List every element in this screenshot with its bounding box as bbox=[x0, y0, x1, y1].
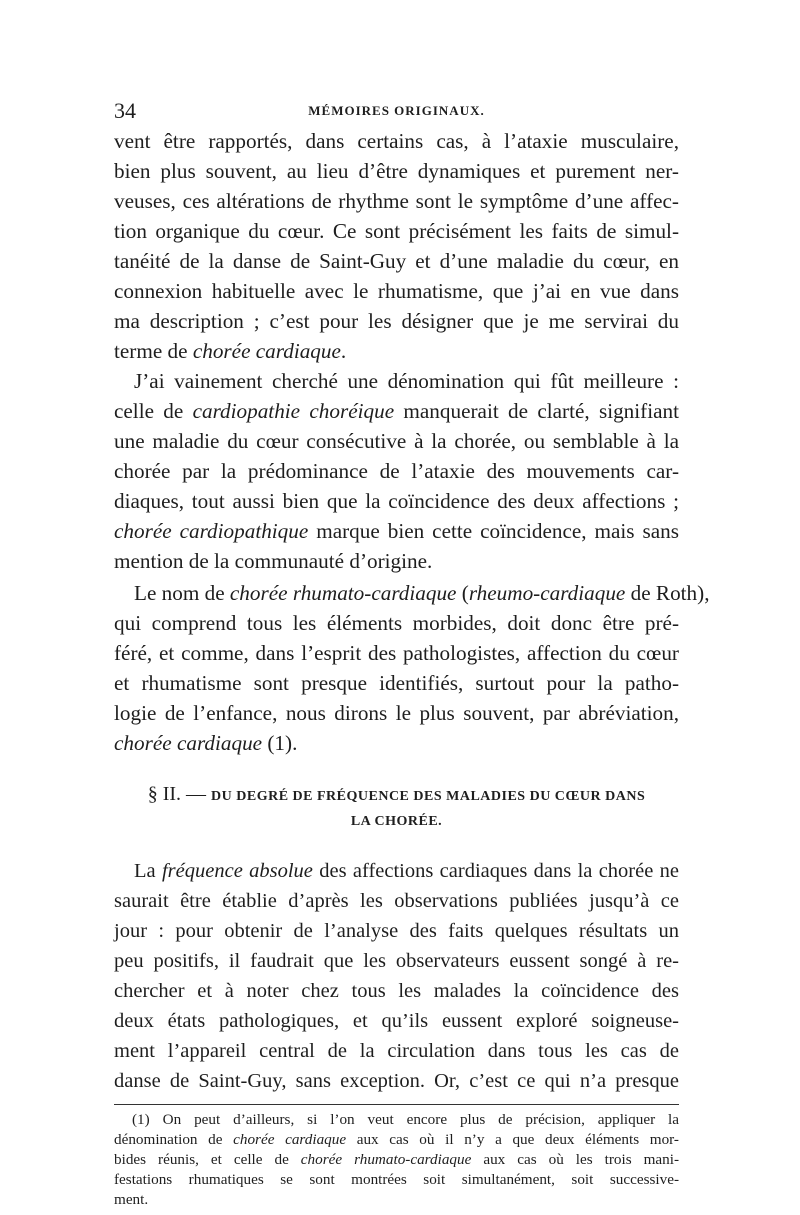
text-line: connexion habituelle avec le rhumatisme, que j’ai en vue dans bbox=[114, 279, 679, 303]
italic-term: chorée cardiaque bbox=[192, 339, 341, 363]
text-line bbox=[114, 516, 679, 546]
footnote-line bbox=[114, 1130, 679, 1150]
text-line: diaques, tout aussi bien que la coïncidence des deux affections ; bbox=[114, 489, 679, 513]
text-line: deux états pathologiques, et qu’ils eussent exploré soigneuse- bbox=[114, 1010, 679, 1032]
page-number: 34 bbox=[114, 98, 136, 123]
text-line bbox=[114, 396, 679, 426]
italic-term: chorée cardiaque bbox=[233, 1131, 347, 1148]
text-line: bien plus souvent, au lieu d’être dynamiques et purement ner- bbox=[114, 159, 679, 183]
text-line: danse de Saint-Guy, sans exception. Or, c’est ce qui n’a presque bbox=[114, 1070, 679, 1092]
text-fragment: aux cas où il n’y a que deux éléments mor- bbox=[346, 1131, 679, 1148]
italic-term: chorée cardiaque bbox=[114, 731, 263, 755]
text-line: saurait être établie d’après les observations publiées jusqu’à ce bbox=[114, 890, 679, 912]
text-fragment: manquerait de clarté, signifiant bbox=[394, 399, 679, 423]
text-fragment: aux cas où les trois mani- bbox=[471, 1151, 680, 1168]
text-line: chercher et à noter chez tous les malades la coïncidence des bbox=[114, 980, 679, 1002]
text-fragment: des affections cardiaques dans la chorée ne bbox=[312, 860, 680, 882]
text-fragment: bides réunis, et celle de bbox=[114, 1151, 301, 1168]
footnote-line bbox=[114, 1150, 679, 1170]
text-fragment: terme de bbox=[114, 339, 193, 363]
section-title: DU DEGRÉ DE FRÉQUENCE DES MALADIES DU CŒUR DANS bbox=[211, 789, 646, 804]
text-line: jour : pour obtenir de l’analyse des faits quelques résultats un bbox=[114, 920, 679, 942]
text-fragment: ( bbox=[456, 581, 469, 605]
section-mark: § II. — bbox=[147, 783, 212, 805]
text-line: une maladie du cœur consécutive à la chorée, ou semblable à la bbox=[114, 429, 679, 453]
italic-term: chorée rhumato-cardiaque bbox=[300, 1151, 472, 1168]
text-line: et rhumatisme sont presque identifiés, surtout pour la patho- bbox=[114, 671, 679, 695]
footnote-line: festations rhumatiques se sont montrées soit simultanément, soit successive- bbox=[114, 1171, 679, 1188]
italic-term: chorée rhumato-cardiaque bbox=[229, 581, 457, 605]
text-line: peu positifs, il faudrait que les observateurs eussent songé à re- bbox=[114, 950, 679, 972]
text-line: chorée par la prédominance de l’ataxie des mouvements car- bbox=[114, 459, 679, 483]
text-line: vent être rapportés, dans certains cas, à l’ataxie musculaire, bbox=[114, 129, 679, 153]
section-heading-line-1 bbox=[114, 784, 679, 807]
text-line bbox=[134, 578, 710, 608]
text-fragment: (1). bbox=[262, 731, 298, 755]
italic-term: rheumo-cardiaque bbox=[468, 581, 626, 605]
text-fragment: celle de bbox=[114, 399, 193, 423]
text-fragment: . bbox=[340, 339, 347, 363]
text-fragment: La bbox=[134, 860, 162, 882]
text-line: tion organique du cœur. Ce sont précisément les faits de simul- bbox=[114, 219, 679, 243]
text-line bbox=[114, 728, 679, 758]
text-line: veuses, ces altérations de rhythme sont le symptôme d’une affec- bbox=[114, 189, 679, 213]
text-fragment: marque bien cette coïncidence, mais sans bbox=[308, 519, 679, 543]
italic-term: fréquence absolue bbox=[161, 860, 313, 882]
text-line: féré, et comme, dans l’esprit des pathologistes, affection du cœur bbox=[114, 641, 679, 665]
running-title: MÉMOIRES ORIGINAUX. bbox=[308, 103, 485, 118]
text-line: logie de l’enfance, nous dirons le plus souvent, par abréviation, bbox=[114, 701, 679, 725]
text-fragment: de Roth), bbox=[625, 581, 710, 605]
text-fragment: Le nom de bbox=[134, 581, 230, 605]
text-line bbox=[114, 336, 679, 366]
text-line: J’ai vainement cherché une dénomination qui fût meilleure : bbox=[134, 369, 679, 393]
text-line: ma description ; c’est pour les désigner que je me servirai du bbox=[114, 309, 679, 333]
footnote-divider bbox=[114, 1104, 679, 1105]
text-fragment: dénomination de bbox=[114, 1131, 234, 1148]
page-header bbox=[114, 98, 679, 124]
section-title: LA CHORÉE. bbox=[350, 814, 443, 829]
text-line: qui comprend tous les éléments morbides, doit donc être pré- bbox=[114, 611, 679, 635]
italic-term: chorée cardiopathique bbox=[114, 519, 309, 543]
footnote-line: (1) On peut d’ailleurs, si l’on veut encore plus de précision, appliquer la bbox=[132, 1111, 679, 1128]
section-heading-line-2 bbox=[114, 812, 679, 832]
text-line: tanéité de la danse de Saint-Guy et d’une maladie du cœur, en bbox=[114, 249, 679, 273]
text-line bbox=[134, 856, 679, 886]
text-line: ment l’appareil central de la circulation dans tous les cas de bbox=[114, 1040, 679, 1062]
footnote-line: ment. bbox=[114, 1191, 149, 1208]
text-line: mention de la communauté d’origine. bbox=[114, 549, 433, 573]
italic-term: cardiopathie choréique bbox=[192, 399, 395, 423]
